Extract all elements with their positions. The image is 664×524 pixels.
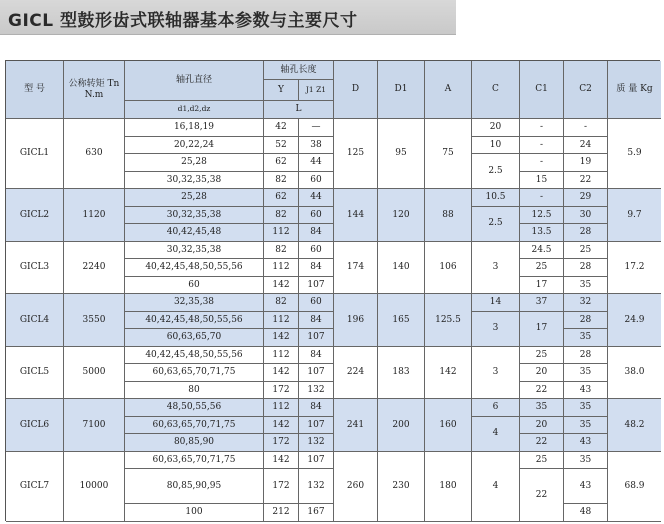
bore-jz-cell: 84 [299,259,334,277]
C1-cell: 12.5 [520,207,564,225]
header-bore-l: L [264,101,334,119]
bore-jz-cell: 107 [299,329,334,347]
bore-y-cell: 142 [264,417,299,435]
torque-cell: 7100 [64,399,125,452]
torque-cell: 10000 [64,452,125,522]
bore-diameter-cell: 60,63,65,70,71,75 [125,417,264,435]
bore-diameter-cell: 60 [125,277,264,295]
bore-y-cell: 42 [264,119,299,137]
A-cell: 125.5 [425,294,472,347]
bore-diameter-cell: 16,18,19 [125,119,264,137]
bore-y-cell: 142 [264,452,299,470]
model-cell: GICL3 [6,242,64,295]
bore-jz-cell: 132 [299,469,334,504]
bore-diameter-cell: 30,32,35,38 [125,242,264,260]
C2-cell: - [564,119,608,137]
A-cell: 106 [425,242,472,295]
C-cell: 3 [472,347,520,400]
A-cell: 75 [425,119,472,189]
bore-jz-cell: 84 [299,312,334,330]
bore-y-cell: 142 [264,364,299,382]
parameter-table [5,60,660,521]
C-cell: 6 [472,399,520,417]
D-cell: 174 [334,242,378,295]
header-bore-diameter-sub: d1,d2,dz [125,101,264,119]
header-torque: 公称转矩 Tn N.m [64,61,125,119]
C1-cell: 25 [520,452,564,470]
D-cell: 224 [334,347,378,400]
bore-y-cell: 112 [264,347,299,365]
A-cell: 88 [425,189,472,242]
D-cell: 144 [334,189,378,242]
header-D: D [334,61,378,119]
bore-jz-cell: 60 [299,242,334,260]
C2-cell: 19 [564,154,608,172]
mass-cell: 5.9 [608,119,661,189]
C1-cell: 17 [520,312,564,347]
C1-cell: - [520,189,564,207]
C-cell: 20 [472,119,520,137]
bore-y-cell: 52 [264,137,299,155]
bore-diameter-cell: 40,42,45,48,50,55,56 [125,312,264,330]
C1-cell: - [520,154,564,172]
bore-y-cell: 112 [264,224,299,242]
header-bore-diameter: 轴孔直径 [125,61,264,101]
bore-jz-cell: 44 [299,189,334,207]
bore-jz-cell: 107 [299,364,334,382]
D1-cell: 140 [378,242,425,295]
page-title: GICL 型鼓形齿式联轴器基本参数与主要尺寸 [8,11,358,31]
C-cell: 2.5 [472,207,520,242]
torque-cell: 1120 [64,189,125,242]
bore-y-cell: 172 [264,469,299,504]
D-cell: 260 [334,452,378,522]
header-C: C [472,61,520,119]
bore-y-cell: 172 [264,434,299,452]
C-cell: 3 [472,242,520,295]
C1-cell: 13.5 [520,224,564,242]
D-cell: 125 [334,119,378,189]
mass-cell: 48.2 [608,399,661,452]
D1-cell: 120 [378,189,425,242]
C2-cell: 35 [564,417,608,435]
bore-jz-cell: 107 [299,277,334,295]
bore-jz-cell: 84 [299,399,334,417]
C2-cell: 28 [564,259,608,277]
C2-cell: 43 [564,434,608,452]
title-bar [0,0,456,35]
bore-diameter-cell: 40,42,45,48,50,55,56 [125,347,264,365]
C1-cell: 15 [520,172,564,190]
bore-y-cell: 62 [264,154,299,172]
bore-jz-cell: 167 [299,504,334,522]
torque-cell: 630 [64,119,125,189]
bore-diameter-cell: 60,63,65,70,71,75 [125,452,264,470]
mass-cell: 38.0 [608,347,661,400]
D1-cell: 230 [378,452,425,522]
bore-jz-cell: 84 [299,347,334,365]
header-model: 型 号 [6,61,64,119]
D-cell: 241 [334,399,378,452]
C1-cell: 17 [520,277,564,295]
bore-diameter-cell: 32,35,38 [125,294,264,312]
bore-diameter-cell: 25,28 [125,189,264,207]
bore-jz-cell: — [299,119,334,137]
C-cell: 3 [472,312,520,347]
bore-jz-cell: 60 [299,172,334,190]
bore-y-cell: 82 [264,294,299,312]
C1-cell: 37 [520,294,564,312]
bore-y-cell: 62 [264,189,299,207]
header-D1: D1 [378,61,425,119]
bore-diameter-cell: 60,63,65,70 [125,329,264,347]
C1-cell: 22 [520,469,564,522]
bore-y-cell: 112 [264,399,299,417]
bore-diameter-cell: 80,85,90 [125,434,264,452]
C1-cell: 20 [520,364,564,382]
bore-y-cell: 82 [264,172,299,190]
bore-diameter-cell: 30,32,35,38 [125,207,264,225]
bore-jz-cell: 60 [299,207,334,225]
bore-jz-cell: 107 [299,452,334,470]
C1-cell: - [520,119,564,137]
C2-cell: 35 [564,277,608,295]
C-cell: 2.5 [472,154,520,189]
C1-cell: 22 [520,382,564,400]
C2-cell: 30 [564,207,608,225]
C2-cell: 43 [564,469,608,504]
C-cell: 14 [472,294,520,312]
bore-diameter-cell: 40,42,45,48 [125,224,264,242]
header-bore-jz: J1 Z1 [299,80,334,101]
C1-cell: 35 [520,399,564,417]
bore-y-cell: 142 [264,277,299,295]
C2-cell: 29 [564,189,608,207]
C1-cell: - [520,137,564,155]
C-cell: 10 [472,137,520,155]
C2-cell: 22 [564,172,608,190]
C2-cell: 43 [564,382,608,400]
bore-jz-cell: 60 [299,294,334,312]
C1-cell: 22 [520,434,564,452]
C1-cell: 25 [520,259,564,277]
bore-y-cell: 212 [264,504,299,522]
mass-cell: 17.2 [608,242,661,295]
C1-cell: 25 [520,347,564,365]
header-A: A [425,61,472,119]
bore-jz-cell: 132 [299,434,334,452]
bore-jz-cell: 44 [299,154,334,172]
model-cell: GICL5 [6,347,64,400]
C1-cell: 24.5 [520,242,564,260]
header-C1: C1 [520,61,564,119]
C2-cell: 28 [564,224,608,242]
C2-cell: 32 [564,294,608,312]
model-cell: GICL1 [6,119,64,189]
header-bore-length: 轴孔长度 [264,61,334,80]
mass-cell: 9.7 [608,189,661,242]
torque-cell: 5000 [64,347,125,400]
C2-cell: 28 [564,312,608,330]
bore-jz-cell: 107 [299,417,334,435]
C2-cell: 35 [564,364,608,382]
bore-y-cell: 112 [264,312,299,330]
C2-cell: 24 [564,137,608,155]
A-cell: 180 [425,452,472,522]
torque-cell: 2240 [64,242,125,295]
D1-cell: 165 [378,294,425,347]
C2-cell: 35 [564,399,608,417]
bore-diameter-cell: 30,32,35,38 [125,172,264,190]
bore-y-cell: 142 [264,329,299,347]
A-cell: 142 [425,347,472,400]
bore-diameter-cell: 48,50,55,56 [125,399,264,417]
D1-cell: 200 [378,399,425,452]
bore-y-cell: 82 [264,207,299,225]
C-cell: 4 [472,452,520,522]
bore-jz-cell: 132 [299,382,334,400]
model-cell: GICL6 [6,399,64,452]
A-cell: 160 [425,399,472,452]
bore-y-cell: 172 [264,382,299,400]
C-cell: 4 [472,417,520,452]
bore-diameter-cell: 60,63,65,70,71,75 [125,364,264,382]
D1-cell: 183 [378,347,425,400]
C1-cell: 20 [520,417,564,435]
header-C2: C2 [564,61,608,119]
C2-cell: 25 [564,242,608,260]
bore-diameter-cell: 80 [125,382,264,400]
bore-jz-cell: 38 [299,137,334,155]
bore-diameter-cell: 25,28 [125,154,264,172]
torque-cell: 3550 [64,294,125,347]
C2-cell: 35 [564,452,608,470]
D-cell: 196 [334,294,378,347]
bore-diameter-cell: 40,42,45,48,50,55,56 [125,259,264,277]
model-cell: GICL4 [6,294,64,347]
model-cell: GICL2 [6,189,64,242]
C2-cell: 48 [564,504,608,522]
bore-diameter-cell: 80,85,90,95 [125,469,264,504]
header-mass: 质 量 Kg [608,61,661,119]
model-cell: GICL7 [6,452,64,522]
bore-diameter-cell: 20,22,24 [125,137,264,155]
bore-y-cell: 112 [264,259,299,277]
bore-y-cell: 82 [264,242,299,260]
mass-cell: 68.9 [608,452,661,522]
D1-cell: 95 [378,119,425,189]
mass-cell: 24.9 [608,294,661,347]
bore-jz-cell: 84 [299,224,334,242]
C2-cell: 35 [564,329,608,347]
bore-diameter-cell: 100 [125,504,264,522]
C2-cell: 28 [564,347,608,365]
header-bore-y: Y [264,80,299,101]
C-cell: 10.5 [472,189,520,207]
